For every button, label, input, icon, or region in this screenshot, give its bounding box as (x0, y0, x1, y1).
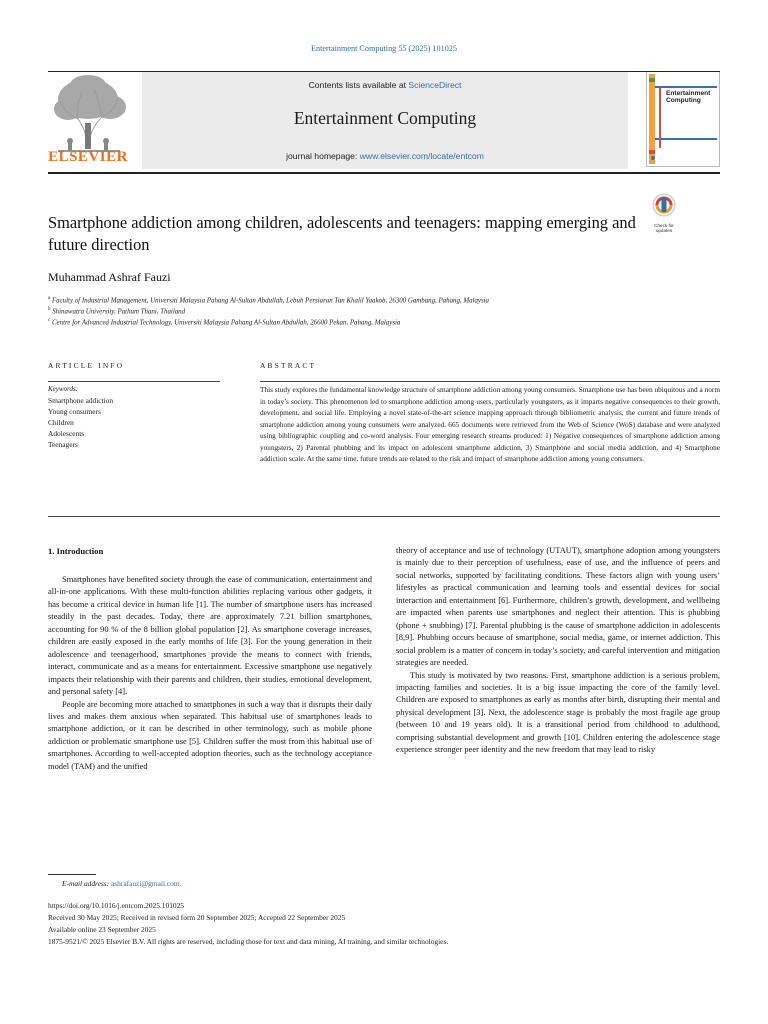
header-top-rule (48, 71, 720, 72)
crossmark-label: Check for updates (654, 223, 674, 233)
section-heading-introduction: 1. Introduction (48, 546, 104, 556)
journal-homepage (142, 151, 628, 161)
available-online: Available online 23 September 2025 (48, 925, 156, 934)
keyword: Adolescents (48, 429, 85, 439)
body-paragraph: theory of acceptance and use of technology (UTAUT), smartphone adoption among youngsters is mainly due to their perception of usefulness, ease of use, and the influence of peers and social networks, supported by facilitating conditions. These factors align with young users’ lifestyles as practical communication and learning tools and essential devices for social interaction and entertainment [6]. Furthermore, children’s growth, development, and wellbeing are impacted when parents use smartphones and neglect their attention. This is phubbing (phone + snubbing) [7]. Parental phubbing is the cause of smartphone addiction in adolescents [8,9]. Phubbing occurs because of smartphone, social media, game, or internet addiction. This social problem is a matter of concern in today’s society, and careful intervention and mitigation strategies are needed. (396, 545, 720, 668)
keyword: Teenagers (48, 440, 78, 450)
article-info-rule (48, 381, 220, 382)
body-column-right (396, 544, 720, 756)
keywords-list (48, 395, 113, 450)
journal-name: Entertainment Computing (293, 108, 477, 128)
homepage-link[interactable]: www.elsevier.com/locate/entcom (359, 151, 484, 161)
affiliation-c: $^c$ Centre for Advanced Industrial Technology, Universiti Malaysia Pahang Al-Sultan Abdullah, 26600 Pekan, Pahang, Malaysia (48, 318, 401, 327)
check-for-updates-badge[interactable] (650, 192, 678, 233)
body-paragraph: Smartphones have benefited society through the ease of communication, entertainment and all-in-one applications. With these multi-function abilities replacing various other gadgets, it has become a critical device in human life [1]. The number of smartphone users has increased steadily in the past decades. Today, there are approximately 7.21 billion smartphones, accounting for 90 % of the 8 billion global population [2]. As smartphone coverage increases, children are easily exposed in the early months of life [3]. For the young generation in their adolescence and teenagerhood, smartphones provide the means to connect with friends, interact, communicate and as a means for entertainment. Excessive smartphone use negatively impacts their relationship with their parents and children, their studies, emotional development, and personal safety [4]. (48, 574, 372, 697)
body-column-left (48, 573, 372, 772)
email-label: E-mail address: (62, 879, 110, 888)
received-dates: Received 30 May 2025; Received in revised form 20 September 2025; Accepted 22 September 2025 (48, 913, 346, 922)
cover-art (647, 72, 719, 166)
keyword: Smartphone addiction (48, 396, 114, 405)
contents-prefix: Contents lists available at (308, 80, 409, 90)
crossmark-icon (650, 192, 678, 218)
footnote-rule (48, 874, 96, 875)
sciencedirect-link[interactable]: ScienceDirect (408, 80, 462, 90)
homepage-prefix: journal homepage: (286, 151, 360, 161)
affiliation-a: $^a$ Faculty of Industrial Management, Universiti Malaysia Pahang Al-Sultan Abdullah, Lebuh Persiaran Tun Khalil Yaakob, 26300 Gambang, Pahang, Malaysia (48, 296, 489, 305)
author-email-footnote (62, 879, 742, 888)
copyright-notice: 1875-9521/© 2025 Elsevier B.V. All rights are reserved, including those for text and data mining, AI training, and similar technologies. (48, 937, 449, 946)
article-title: Smartphone addiction among children, adolescents and teenagers: mapping emerging and future direction (48, 213, 636, 254)
body-paragraph: People are becoming more attached to smartphones in such a way that it disrupts their daily lives and makes them anxious when separated. This habitual use of smartphones leads to smartphone addiction, or it can be described in other terminology, such as mobile phone addiction or problematic smartphone use [5]. Children suffer the most from this habitual use of smartphones. According to well-accepted adoption theories, such as the technology acceptance model (TAM) and the unified (48, 698, 372, 771)
header-bottom-rule (48, 172, 720, 174)
abstract-text: This study explores the fundamental knowledge structure of smartphone addiction among young consumers. Smartphone use has been ubiquitous and a norm in today’s society. This phenomenon led to smartphone addiction among users, particularly youngsters, as it imparts negative consequences to their growth, development, and social life. Employing a novel state-of-the-art science mapping approach through bibliometric analysis, the current and future trends of smartphone addiction among young consumers were analyzed. 665 documents were retrieved from the Web of Science (WoS) database and were analyzed using bibliographic coupling and co-word analysis. Four emerging research streams produced: 1) Negative consequences of smartphone addiction among youngsters, 2) Parental phubbing and its impact on adolescent smartphone addiction, 3) Smartphone and social media addiction, and 4) Smartphone addiction scale. At the same time, future trends are related to the risk and impact of smartphone addiction among young consumers. (260, 385, 720, 463)
keywords-label: Keywords: (48, 385, 79, 393)
journal-citation[interactable]: Entertainment Computing 55 (2025) 101025 (311, 44, 457, 53)
cover-title: Entertainment Computing (666, 90, 711, 105)
affiliation-b: $^b$ Shinawatra University, Pathum Thani, Thailand (48, 307, 186, 316)
author-email-link[interactable]: ashrafauzi@gmail.com. (111, 879, 182, 888)
elsevier-wordmark: ELSEVIER (48, 149, 128, 165)
abstract-heading: ABSTRACT (260, 361, 317, 370)
body-paragraph: This study is motivated by two reasons. First, smartphone addiction is a serious problem, impacting families and societies. It is a big issue impacting the core of the family level. Children are exposed to smartphones as early as months after birth, disrupting their mental and physical development [3]. Next, the adolescence stage is probably the most fragile age group (between 10 and 19 years old). It is a transitional period from childhood to adulthood, comprising substantial development and growth [10]. Children entering the adolescence stage experience stronger peer identity and the new freedom that may lead to risky (396, 669, 720, 755)
author-name[interactable]: Muhammad Ashraf Fauzi (48, 270, 171, 284)
abstract-bottom-rule (48, 516, 720, 517)
keyword: Children (48, 418, 74, 428)
article-info-heading: ARTICLE INFO (48, 361, 125, 370)
keyword: Young consumers (48, 407, 101, 417)
contents-availability (142, 80, 628, 90)
doi-link[interactable]: https://doi.org/10.1016/j.entcom.2025.101025 (48, 901, 184, 910)
abstract-rule (260, 381, 720, 382)
